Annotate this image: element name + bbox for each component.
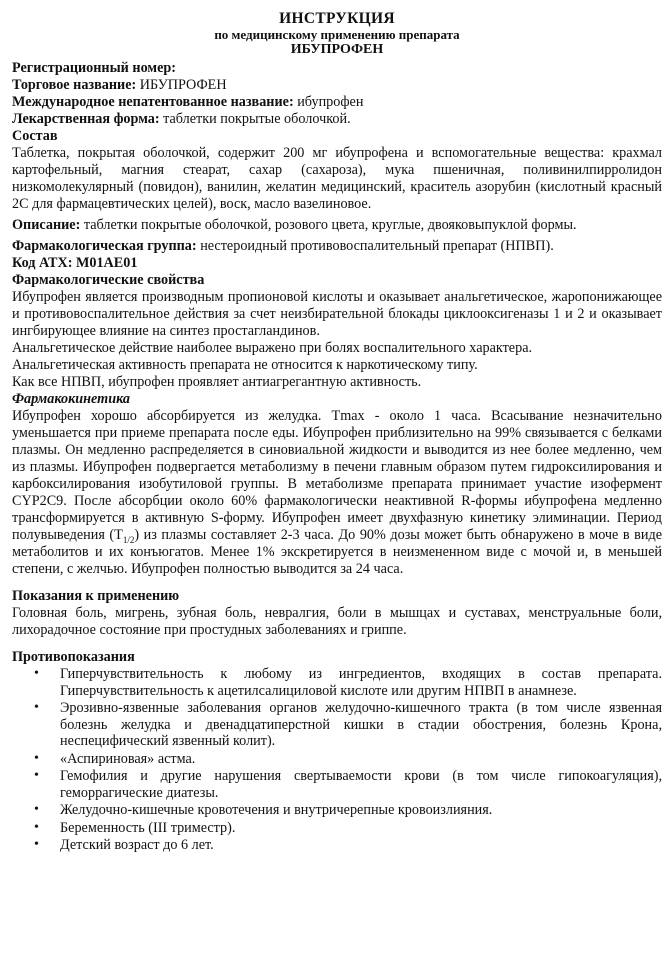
pharm-group-label: Фармакологическая группа: — [12, 238, 197, 254]
list-item: • Гиперчувствительность к любому из ингредиентов, входящих в состав препарата. Гиперчувствительность к ацетилсалициловой кислоте или другим НПВП в анамнезе. — [12, 666, 662, 699]
pharmacokinetics-text-b: ) из плазмы составляет 2-3 часа. До 90% дозы может быть обнаружено в моче в виде метаболитов и их конъюгатов. Менее 1% экскретируется в неизмененном виде с мочой и, в меньшей степени, с желчью. Ибупрофен полностью выводится за 24 часа. — [12, 527, 662, 577]
trade-name-value: ИБУПРОФЕН — [139, 77, 227, 93]
document-subtitle: по медицинскому применению препарата — [214, 27, 460, 42]
properties-paragraph-2: Анальгетическое действие наиболее выражено при болях воспалительного характера. — [12, 340, 533, 356]
inn-value: ибупрофен — [297, 94, 364, 110]
document-title: ИНСТРУКЦИЯ — [279, 10, 395, 27]
pharmacokinetics-heading: Фармакокинетика — [12, 391, 131, 407]
pharmacokinetics-text-a: Ибупрофен хорошо абсорбируется из желудка. Tmax - около 1 часа. Всасывание незначительно уменьшается при приеме препарата после еды. Ибупрофен приблизительно на 99% связывается с белками плазмы. Он медленно распределяется в синовиальной жидкости и выводится из нее более медленно, чем из плазмы. Ибупрофен подвергается метаболизму в печени главным образом путем гидроксилирования и карбоксилирования изобутиловой группы. В метаболизме препарата принимает участие изофермент CYP2C9. После абсорбции около 60% фармакологически неактивной R-формы ибупрофена медленно трансформируется в активную S-форму. Ибупрофен имеет двухфазную кинетику элиминации. Период полувыведения (T — [12, 408, 662, 543]
contraindications-heading: Противопоказания — [12, 649, 135, 665]
pharmacokinetics-text — [12, 408, 662, 578]
list-item: • Детский возраст до 6 лет. — [12, 837, 662, 854]
pharmacological-properties-heading: Фармакологические свойства — [12, 272, 205, 288]
pharm-group-paragraph — [12, 238, 662, 255]
dosage-form-line — [12, 111, 662, 128]
description-paragraph — [12, 217, 662, 234]
inn-label: Международное непатентованное название: — [12, 94, 294, 110]
dosage-form-label: Лекарственная форма: — [12, 111, 160, 127]
list-item: • Беременность (III триместр). — [12, 820, 662, 837]
registration-number-label: Регистрационный номер: — [12, 60, 176, 76]
list-item: • «Аспириновая» астма. — [12, 751, 662, 768]
description-text: таблетки покрытые оболочкой, розового цвета, круглые, двояковыпуклой формы. — [83, 217, 577, 233]
half-life-subscript: 1/2 — [122, 534, 135, 545]
indications-text: Головная боль, мигрень, зубная боль, невралгия, боли в мышцах и суставах, менструальные боли, лихорадочное состояние при простудных заболеваниях и гриппе. — [12, 605, 662, 638]
composition-heading: Состав — [12, 128, 58, 144]
composition-text: Таблетка, покрытая оболочкой, содержит 200 мг ибупрофена и вспомогательные вещества: крахмал картофельный, магния стеарат, сахар (сахароза), мука пшеничная, поливинилпирролидон низкомолекулярный (повидон), ванилин, желатин медицинский, краситель азорубин (кислотный красный 2С для фармацевтических целей), воск, масло вазелиновое. — [12, 145, 662, 212]
drug-name-heading: ИБУПРОФЕН — [290, 42, 384, 57]
registration-number-line — [12, 60, 662, 77]
contraindications-list — [12, 666, 662, 854]
inn-line — [12, 94, 662, 111]
trade-name-line — [12, 77, 662, 94]
list-item: • Гемофилия и другие нарушения свертываемости крови (в том числе гипокоагуляция), геморрагические диатезы. — [12, 768, 662, 801]
trade-name-label: Торговое название: — [12, 77, 137, 93]
document-header — [12, 10, 662, 58]
description-label: Описание: — [12, 217, 81, 233]
pharm-group-text: нестероидный противовоспалительный препарат (НПВП). — [200, 238, 554, 254]
properties-paragraph-3: Анальгетическая активность препарата не относится к наркотическому типу. — [12, 357, 478, 373]
list-item: • Желудочно-кишечные кровотечения и внутричерепные кровоизлияния. — [12, 802, 662, 819]
dosage-form-value: таблетки покрытые оболочкой. — [163, 111, 351, 127]
properties-paragraph-4: Как все НПВП, ибупрофен проявляет антиагрегантную активность. — [12, 374, 422, 390]
indications-heading: Показания к применению — [12, 588, 180, 604]
list-item: • Эрозивно-язвенные заболевания органов желудочно-кишечного тракта (в том числе язвенная болезнь желудка и двенадцатиперстной кишки в стадии обострения, болезнь Крона, неспецифический язвенный колит). — [12, 700, 662, 750]
atc-code: Код АТХ: М01АЕ01 — [12, 255, 138, 271]
properties-paragraph-1: Ибупрофен является производным пропионовой кислоты и оказывает анальгетическое, жаропонижающее и противовоспалительное действия за счет неизбирательной блокады циклооксигеназы 1 и 2 и оказывает ингбирующее влияние на синтез простагландинов. — [12, 289, 662, 339]
